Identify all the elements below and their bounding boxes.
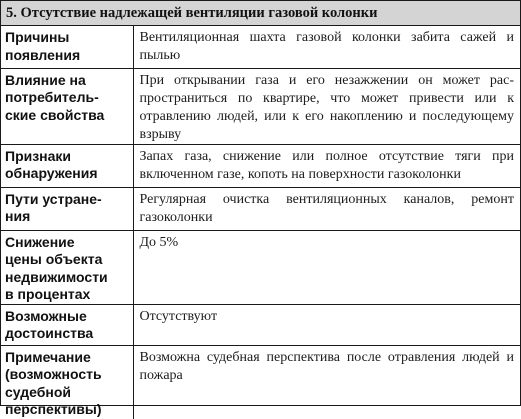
label-line: потребитель- [5,89,99,105]
label-line: в процентах [5,286,91,302]
row-label-impact [1,68,133,144]
label-line: Признаки [5,147,72,164]
row-value-note: Возможна судебная перспектива после отравления людей и пожара [139,349,514,383]
section-title: 5. Отсутствие надлежащей вентиляции газовой колонки [1,1,520,26]
row-value-advantages: Отсутствуют [133,304,520,345]
table-row-remedy [1,187,520,230]
row-value-signs: Запах газа, снижение или полное отсутствие тяги при включенном газе, копоть на поверхности газоколонки [133,144,520,187]
table-row-price-reduction [1,230,520,304]
label-line: недвижимости [5,268,108,285]
label-line: Причины [5,29,70,45]
label-line: Пути устране- [5,190,102,207]
defect-table [1,26,520,419]
row-label-causes [1,26,133,68]
label-line: цены объекта [5,251,103,267]
row-label-note [1,345,133,419]
row-label-signs [1,144,133,187]
row-label-advantages [1,304,133,345]
label-line: обнаружения [5,165,98,181]
table-row-note [1,345,520,419]
row-value-impact: При открывании газа и его незажжении он может распространиться по квартире, что может привести или к отравлению людей, или к его накоплению и последующему взрыву [133,68,520,144]
row-value-price-reduction: До 5% [133,230,520,304]
label-line: (возможность [5,366,102,382]
table-row-signs [1,144,520,187]
table-row-advantages [1,304,520,345]
label-line: Примечание [5,348,91,365]
row-label-remedy [1,187,133,230]
row-value-remedy: Регулярная очистка вентиляционных каналов, ремонт газоколонки [133,187,520,230]
row-label-price-reduction [1,230,133,304]
label-line: Влияние на [5,71,86,88]
table-row-impact [1,68,520,144]
label-line: Снижение [5,233,75,250]
label-line: судебной [5,383,71,400]
label-line: ские свойства [5,106,105,123]
label-line: ния [5,208,31,224]
label-line: появления [5,46,81,63]
row-value-causes: Вентиляционная шахта газовой колонки забита сажей и пылью [133,26,520,68]
label-line: Возможные [5,307,87,324]
label-line: достоинства [5,325,94,341]
table-row-causes [1,26,520,68]
label-line: перспективы) [5,401,102,417]
